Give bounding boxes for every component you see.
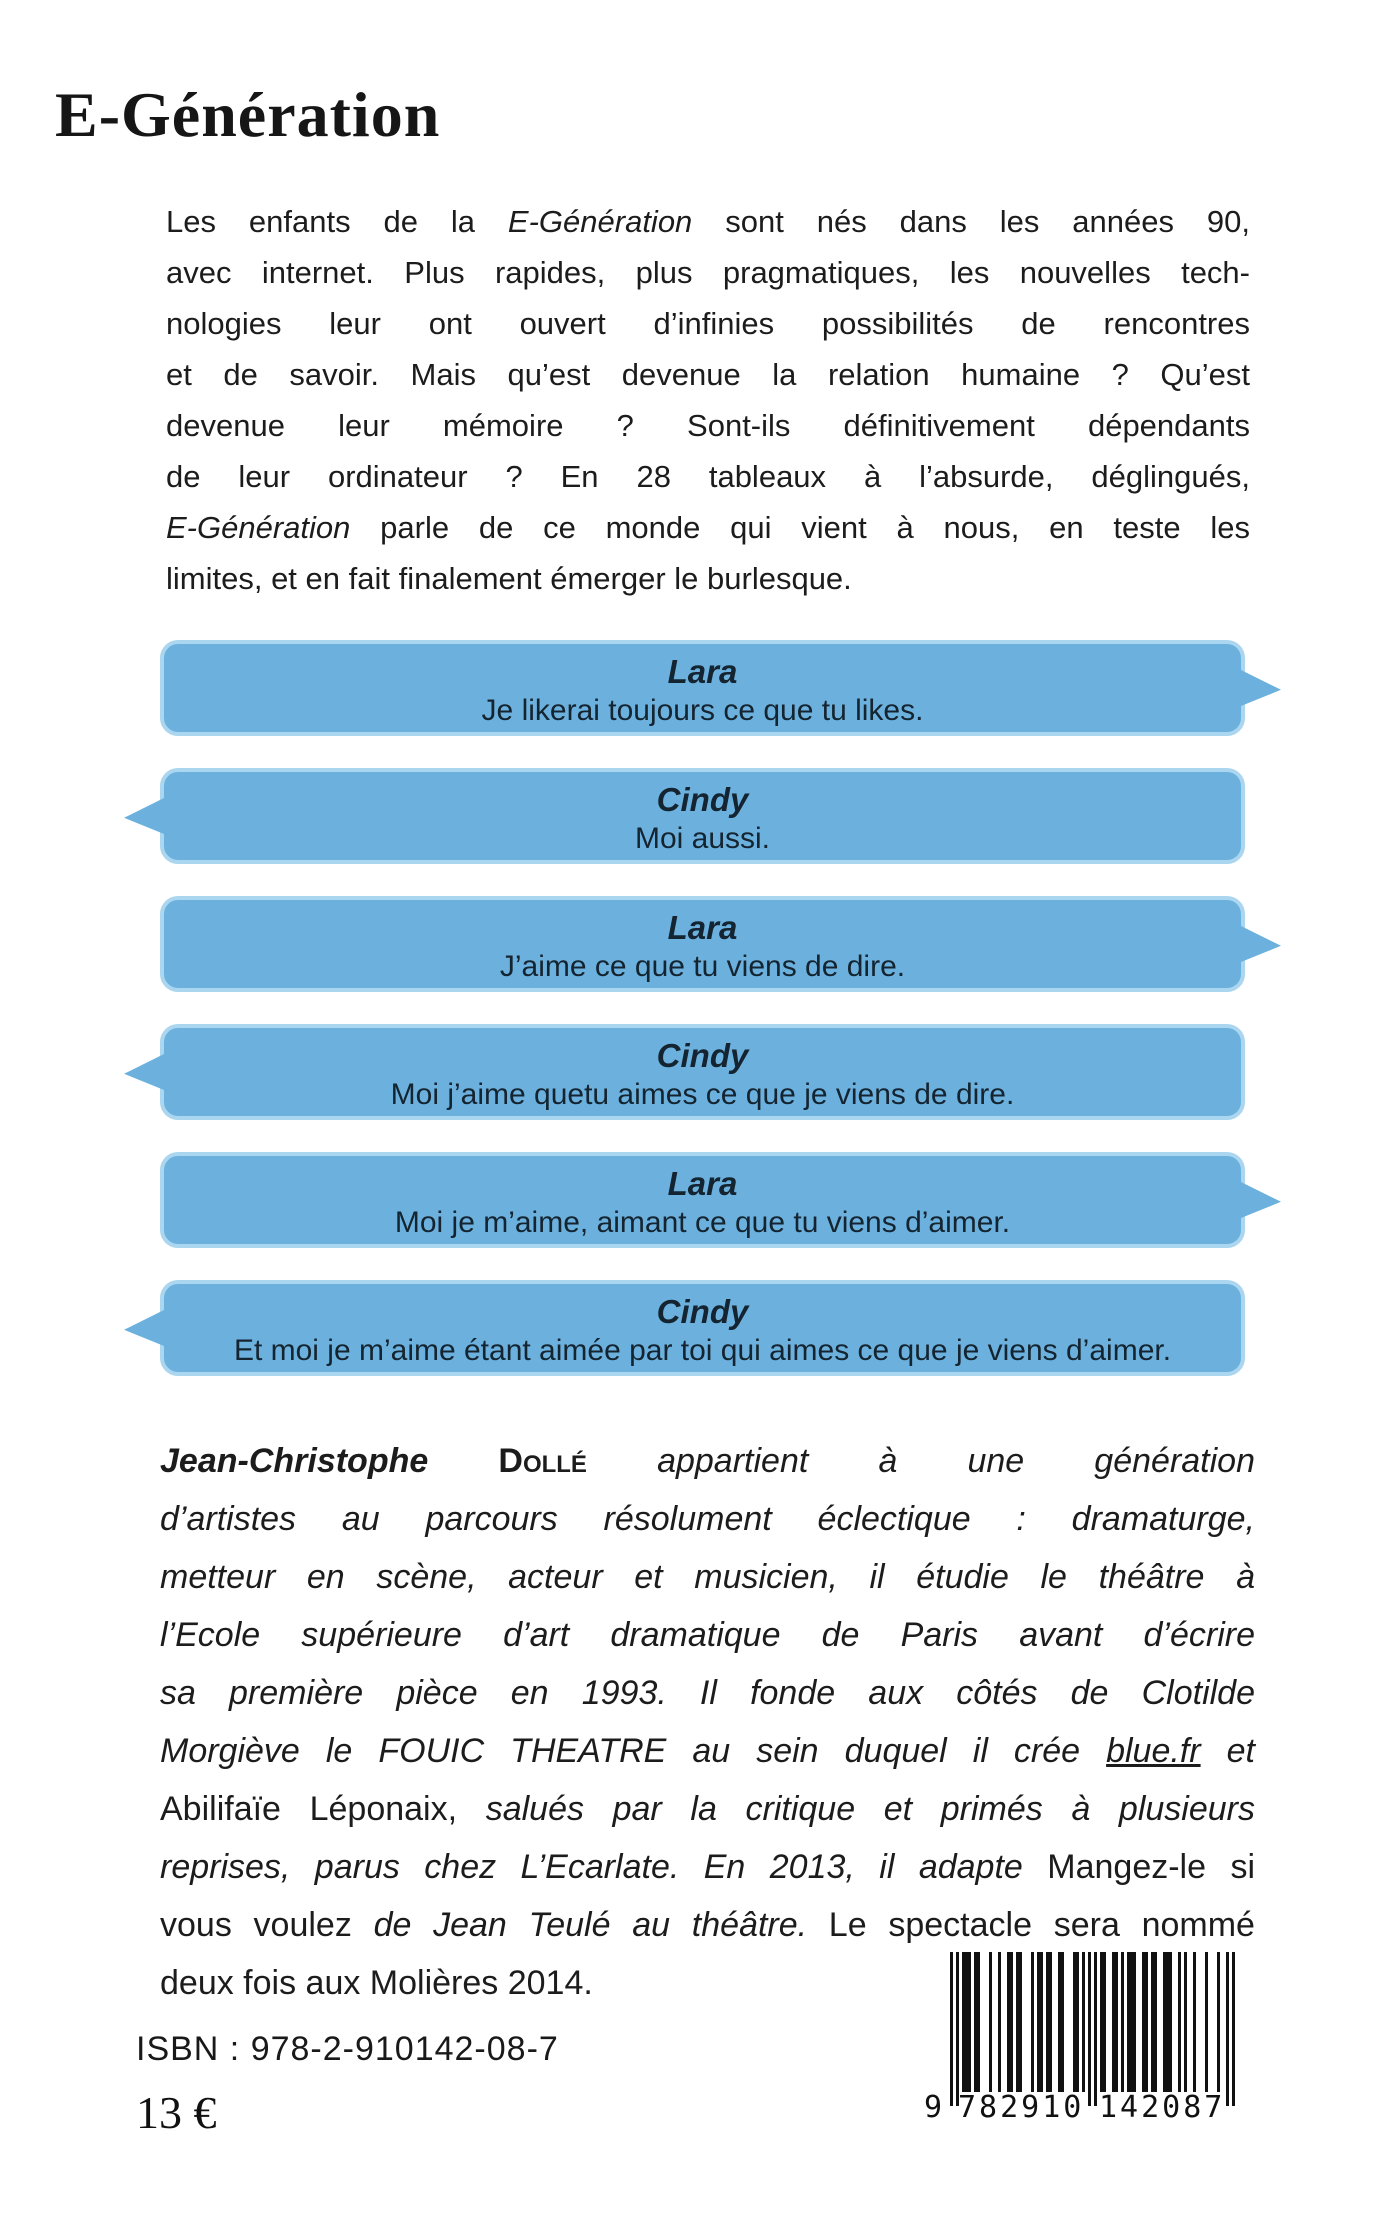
barcode-bar <box>1193 1952 1196 2092</box>
speech-bubble-lara-2 <box>160 896 1245 992</box>
text-segment: salués par la critique et primés à plusieurs <box>457 1790 1255 1828</box>
bubble-tail-left-icon <box>124 798 164 834</box>
barcode-bar <box>998 1952 1001 2092</box>
barcode-bar <box>1145 1952 1148 2092</box>
text-segment: l’Ecole supérieure d’art dramatique de Paris avant d’écrire <box>160 1616 1255 1654</box>
text-segment: E-Génération <box>166 510 351 545</box>
text-line <box>166 400 1250 451</box>
barcode-bar <box>1010 1952 1013 2092</box>
text-segment: et de savoir. Mais qu’est devenue la relation humaine ? Qu’est <box>166 357 1250 392</box>
text-segment: Mangez-le si <box>1047 1848 1255 1886</box>
text-line <box>166 247 1250 298</box>
speaker-name: Cindy <box>656 1037 749 1074</box>
text-line <box>166 553 1250 604</box>
text-segment: Le spectacle sera nommé <box>807 1906 1255 1944</box>
text-segment: E-Génération <box>507 204 693 239</box>
speech-bubble-cindy-3 <box>160 1280 1245 1376</box>
bubble-tail-left-icon <box>124 1054 164 1090</box>
barcode-bar <box>1133 1952 1136 2092</box>
text-segment: et <box>1200 1732 1255 1770</box>
text-line <box>166 349 1250 400</box>
text-segment: limites, et en fait finalement émerger le burlesque. <box>166 561 852 596</box>
text-segment: deux fois aux Molières 2014. <box>160 1964 593 2002</box>
barcode-digits-left: 782910 <box>958 2090 1085 2125</box>
bubble-text: Moi je m’aime, aimant ce que tu viens d’aimer. <box>394 1206 1011 1239</box>
barcode-bar <box>1226 1952 1229 2106</box>
text-segment: devenue leur mémoire ? Sont-ils définitivement dépendants <box>166 408 1250 443</box>
text-segment: de Jean Teulé au théâtre. <box>373 1906 808 1944</box>
bubble-text: Et moi je m’aime étant aimée par toi qui aimes ce que je viens d’aimer. <box>233 1334 1172 1367</box>
barcode-bar <box>1232 1952 1235 2106</box>
book-title: E-Génération <box>55 79 441 150</box>
text-line <box>160 1490 1255 1548</box>
text-line <box>160 1896 1255 1954</box>
barcode-bar <box>956 1952 959 2106</box>
text-segment: avec internet. Plus rapides, plus pragmatiques, les nouvelles tech- <box>166 255 1250 290</box>
barcode-bar <box>1115 1952 1118 2092</box>
speaker-name: Lara <box>667 909 738 946</box>
text-segment: parle de ce monde qui vient à nous, en teste les <box>350 510 1250 545</box>
price-text: 13 € <box>136 2087 217 2138</box>
text-line <box>160 1548 1255 1606</box>
dialogue-bubbles <box>160 640 1245 1408</box>
speaker-name: Lara <box>667 1165 738 1202</box>
speech-bubble-cindy-1 <box>160 768 1245 864</box>
barcode-bar <box>1217 1952 1220 2092</box>
barcode-bar <box>1103 1952 1106 2092</box>
barcode-bar <box>1040 1952 1043 2092</box>
text-line <box>160 1664 1255 1722</box>
intro-paragraph <box>166 196 1250 604</box>
barcode-bar <box>977 1952 980 2092</box>
barcode-bar <box>950 1952 953 2106</box>
bubble-text: Je likerai toujours ce que tu likes. <box>481 694 924 727</box>
text-segment: Abilifaïe Léponaix, <box>160 1790 458 1828</box>
barcode-bar <box>1169 1952 1172 2092</box>
text-segment: Les enfants de la <box>166 204 508 239</box>
speaker-name: Cindy <box>656 781 749 818</box>
barcode-bar <box>1184 1952 1187 2092</box>
text-segment: appartient à une génération <box>586 1442 1255 1480</box>
bubble-text: J’aime ce que tu viens de dire. <box>499 950 906 983</box>
barcode-bar <box>989 1952 992 2092</box>
text-segment: Jean-Christophe <box>160 1442 499 1480</box>
bubble-text: Moi j’aime quetu aimes ce que je viens de dire. <box>390 1078 1015 1111</box>
barcode-bar <box>1082 1952 1085 2092</box>
speech-bubble-lara-3 <box>160 1152 1245 1248</box>
barcode-bar <box>1049 1952 1052 2092</box>
text-line <box>160 1780 1255 1838</box>
text-segment: sa première pièce en 1993. Il fonde aux côtés de Clotilde <box>160 1674 1255 1712</box>
text-line <box>160 1432 1255 1490</box>
barcode-bar <box>1088 1952 1091 2106</box>
barcode-bar <box>1031 1952 1034 2092</box>
barcode-bar <box>1094 1952 1097 2106</box>
text-segment: sont nés dans les années 90, <box>692 204 1250 239</box>
bubble-tail-left-icon <box>124 1310 164 1346</box>
text-line <box>166 502 1250 553</box>
text-segment: reprises, parus chez L’Ecarlate. En 2013, il adapte <box>160 1848 1048 1886</box>
barcode-digits-right: 142087 <box>1099 2090 1226 2125</box>
barcode-bar <box>1205 1952 1208 2092</box>
barcode-bar <box>1121 1952 1124 2092</box>
speaker-name: Lara <box>667 653 738 690</box>
text-line <box>166 196 1250 247</box>
text-segment: metteur en scène, acteur et musicien, il étudie le théâtre à <box>160 1558 1255 1596</box>
text-line <box>160 1606 1255 1664</box>
text-segment: blue.fr <box>1106 1732 1201 1770</box>
bubble-tail-right-icon <box>1241 670 1281 706</box>
text-segment: nologies leur ont ouvert d’infinies possibilités de rencontres <box>166 306 1250 341</box>
barcode-bar <box>1061 1952 1064 2092</box>
text-line <box>160 1722 1255 1780</box>
barcode-bar <box>1178 1952 1181 2092</box>
text-segment: Dollé <box>498 1442 587 1480</box>
speech-bubble-lara-1 <box>160 640 1245 736</box>
bubble-tail-right-icon <box>1241 926 1281 962</box>
speaker-name: Cindy <box>656 1293 749 1330</box>
text-segment: de leur ordinateur ? En 28 tableaux à l’absurde, déglingués, <box>166 459 1250 494</box>
text-segment: d’artistes au parcours résolument éclectique : dramaturge, <box>160 1500 1255 1538</box>
text-segment: Morgiève le FOUIC THEATRE au sein duquel il crée <box>160 1732 1107 1770</box>
author-bio <box>160 1432 1255 2012</box>
barcode-bar <box>1076 1952 1079 2092</box>
barcode-digit-first: 9 <box>924 2090 943 2125</box>
isbn-text: ISBN : 978-2-910142-08-7 <box>136 2030 559 2068</box>
bubble-text: Moi aussi. <box>634 822 771 855</box>
barcode-bar <box>1019 1952 1022 2092</box>
text-segment: vous voulez <box>160 1906 374 1944</box>
text-line <box>166 451 1250 502</box>
barcode <box>924 1952 1235 2128</box>
speech-bubble-cindy-2 <box>160 1024 1245 1120</box>
bubble-tail-right-icon <box>1241 1182 1281 1218</box>
barcode-bar <box>968 1952 971 2092</box>
text-line <box>160 1838 1255 1896</box>
text-line <box>166 298 1250 349</box>
barcode-bar <box>1154 1952 1157 2092</box>
